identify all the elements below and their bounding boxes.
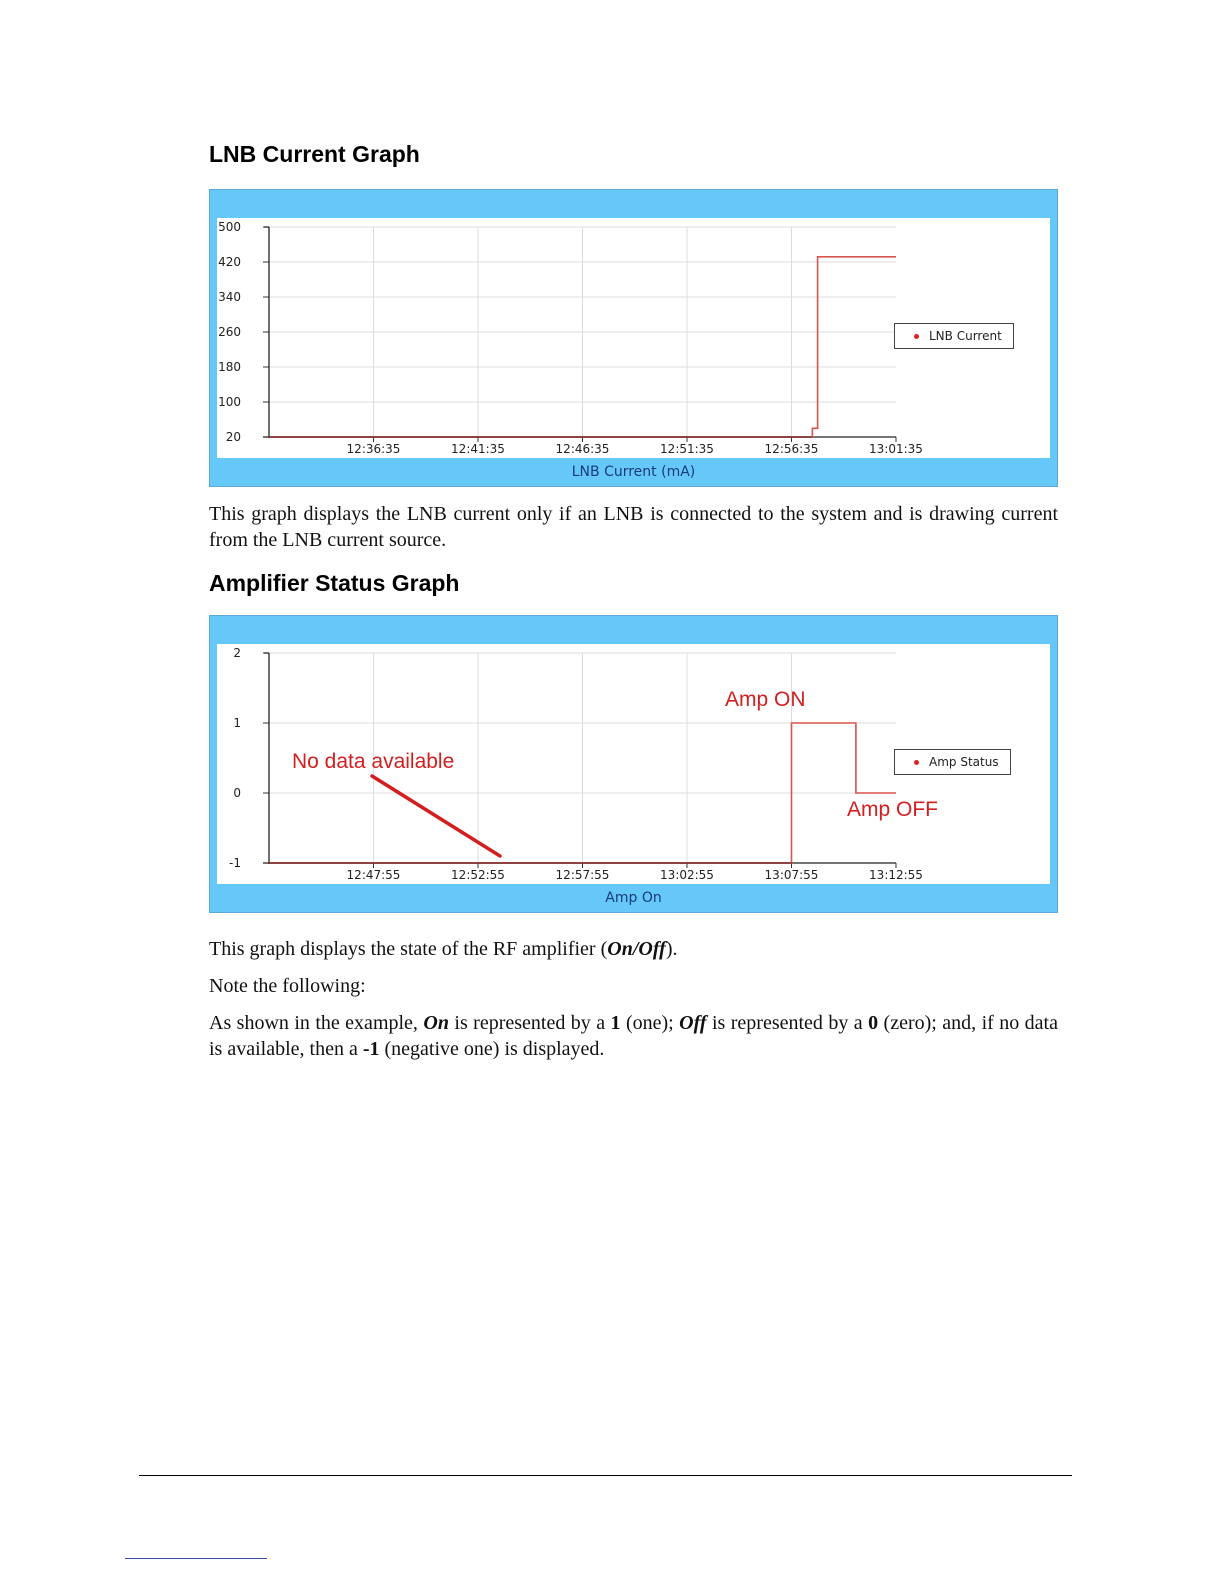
- amp-xtick-label-4: 13:07:55: [764, 868, 819, 882]
- lnb-xtick-label-5: 13:01:35: [869, 442, 923, 456]
- lnb-chart-legend: [894, 323, 1014, 349]
- amp-chart-legend: [894, 749, 1011, 775]
- note-text: As shown in the example,: [209, 1012, 424, 1034]
- amp-ytick-label-3: 2: [233, 646, 241, 660]
- lnb-xtick-label-1: 12:41:35: [451, 442, 505, 456]
- lnb-legend-label: LNB Current: [929, 329, 1002, 343]
- desc-text: This graph displays the state of the RF amplifier (: [209, 938, 608, 960]
- amp-xtick-label-3: 13:02:55: [660, 868, 714, 882]
- note-text: (zero); and, if no data is available, then a: [209, 1012, 1058, 1060]
- desc-off: Off: [638, 938, 666, 960]
- lnb-ytick-label-2: 180: [218, 360, 241, 374]
- amp-xtick-label-2: 12:57:55: [555, 868, 610, 882]
- note-text: is represented by a: [448, 1012, 611, 1034]
- legend-marker-icon: [914, 334, 919, 339]
- note-neg-one: -1: [362, 1038, 380, 1060]
- lnb-xtick-label-2: 12:46:35: [555, 442, 610, 456]
- desc-sep: /: [632, 938, 639, 960]
- lnb-xtick-label-3: 12:51:35: [660, 442, 714, 456]
- lnb-ytick-label-4: 340: [218, 290, 241, 304]
- lnb-ytick-label-0: 20: [225, 430, 241, 444]
- amp-chart-xlabel: Amp On: [605, 890, 662, 906]
- amp-graph-description: [209, 936, 1058, 962]
- note-on: On: [423, 1012, 449, 1034]
- desc-on: On: [607, 938, 633, 960]
- annotation-amp-off: Amp OFF: [847, 798, 939, 821]
- note-one: 1: [610, 1012, 621, 1034]
- amp-xtick-label-5: 13:12:55: [869, 868, 923, 882]
- amp-status-chart: [209, 615, 1058, 913]
- desc-text-end: ).: [665, 938, 678, 960]
- lnb-xtick-label-0: 12:36:35: [346, 442, 401, 456]
- annotation-amp-on: Amp ON: [725, 688, 806, 711]
- note-text: (one);: [620, 1012, 680, 1034]
- lnb-graph-heading: LNB Current Graph: [209, 141, 420, 167]
- amp-ytick-label-2: 1: [233, 716, 241, 730]
- footer-divider: [139, 1475, 1072, 1476]
- lnb-ytick-label-6: 500: [218, 220, 241, 234]
- amp-xtick-label-1: 12:52:55: [451, 868, 505, 882]
- lnb-chart-xlabel: LNB Current (mA): [571, 464, 696, 480]
- annotation-no-data-arrow: [372, 776, 500, 856]
- annotation-no-data: No data available: [292, 750, 455, 773]
- amp-ytick-label-0: -1: [229, 856, 241, 870]
- note-text: (negative one) is displayed.: [379, 1038, 605, 1060]
- lnb-graph-description: This graph displays the LNB current only if an LNB is connected to the system and is drawing current from the LNB current source.: [209, 503, 1058, 551]
- note-intro: Note the following:: [209, 975, 366, 997]
- lnb-ytick-label-1: 100: [218, 395, 241, 409]
- footer-link-underline: [125, 1558, 267, 1559]
- lnb-ytick-label-5: 420: [218, 255, 241, 269]
- amp-graph-heading: Amplifier Status Graph: [209, 570, 460, 596]
- amp-ytick-label-1: 0: [233, 786, 241, 800]
- lnb-current-chart: [209, 189, 1058, 487]
- note-off: Off: [679, 1012, 707, 1034]
- lnb-xtick-label-4: 12:56:35: [764, 442, 819, 456]
- note-body: [209, 1010, 1058, 1062]
- note-zero: 0: [868, 1012, 879, 1034]
- amp-legend-label: Amp Status: [929, 755, 999, 769]
- legend-marker-icon: [914, 760, 919, 765]
- lnb-ytick-label-3: 260: [218, 325, 241, 339]
- amp-xtick-label-0: 12:47:55: [346, 868, 401, 882]
- note-text: is represented by a: [706, 1012, 869, 1034]
